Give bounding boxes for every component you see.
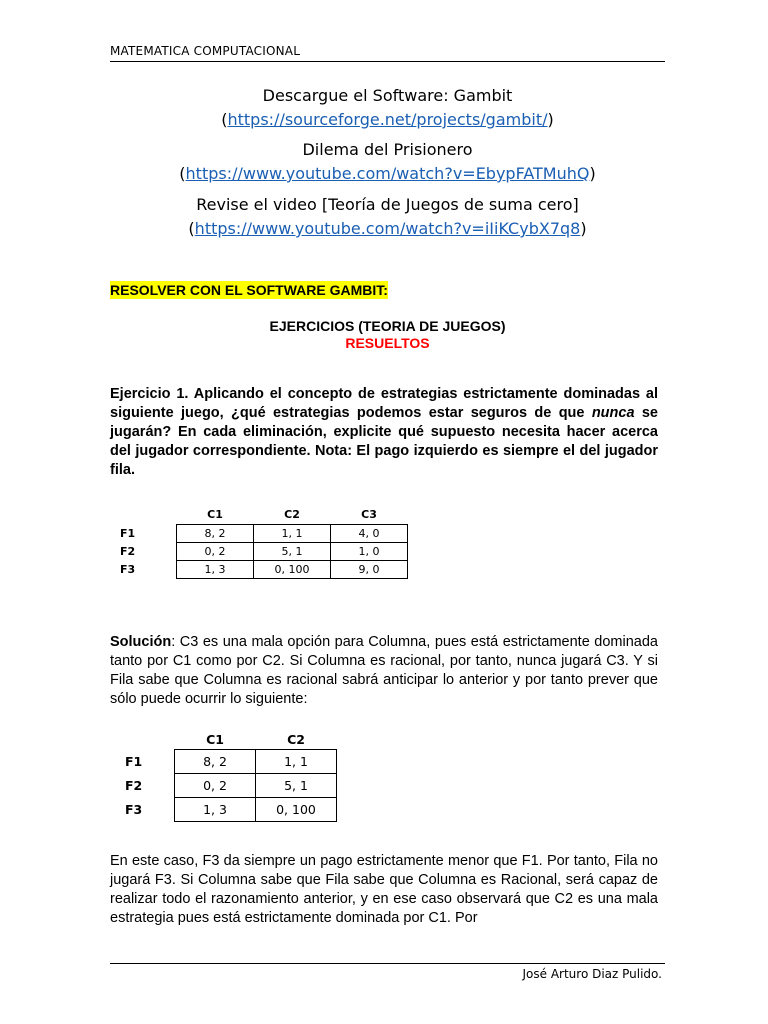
exercise-1-emphasis: nunca — [591, 405, 635, 421]
payoff-table-3x2 — [125, 729, 337, 822]
solution-text: : C3 es una mala opción para Columna, pues está estrictamente dominada tanto por C1 como por C2. Si Columna es racional, por tanto, nunca jugará C3. Y si Fila sabe que Columna es racional sabrá anticipar lo anterior y por tanto prever que sólo puede ocurrir lo siguiente: — [110, 634, 658, 707]
payoff-cell: 8, 2 — [177, 525, 254, 543]
video-text: Revise el video [Teoría de Juegos de suma cero] — [196, 195, 579, 214]
table-header-row — [120, 504, 408, 525]
payoff-cell: 5, 1 — [256, 774, 337, 798]
column-header: C2 — [284, 507, 300, 521]
gambit-link[interactable]: https://sourceforge.net/projects/gambit/ — [227, 110, 548, 129]
conclusion-paragraph: En este caso, F3 da siempre un pago estrictamente menor que F1. Por tanto, Fila no jugará F3. Si Columna sabe que Fila sabe que Columna es Racional, será capaz de realizar todo el razonamiento anterior, y en ese caso observará que C2 es una mala estrategia pues está estrictamente dominada por C1. Por — [110, 853, 658, 926]
row-label: F3 — [125, 802, 143, 817]
row-label: F2 — [125, 778, 143, 793]
download-text: Descargue el Software: Gambit — [262, 86, 513, 105]
payoff-cell: 0, 100 — [256, 798, 337, 822]
table-row — [120, 525, 408, 543]
section-title: EJERCICIOS (TEORIA DE JUEGOS) — [269, 318, 506, 334]
payoff-cell: 0, 100 — [254, 561, 331, 579]
prisoner-text: Dilema del Prisionero — [302, 140, 473, 159]
zero-sum-video-link[interactable]: https://www.youtube.com/watch?v=iIiKCybX7q8 — [194, 219, 581, 238]
payoff-cell: 5, 1 — [254, 543, 331, 561]
prisoner-video-link[interactable]: https://www.youtube.com/watch?v=EbypFATMuhQ — [185, 164, 590, 183]
exercise-1-text-b: se jugarán? En cada eliminación, explicite qué supuesto necesita hacer acerca del jugador correspondiente. Nota: El pago izquierdo es siempre el del jugador fila. — [110, 405, 658, 478]
payoff-cell: 9, 0 — [331, 561, 408, 579]
exercise-1-statement — [110, 385, 658, 480]
gambit-link-line: (https://sourceforge.net/projects/gambit/) — [221, 110, 554, 129]
table-header-row — [125, 729, 337, 750]
column-header: C2 — [287, 731, 305, 747]
page-header: MATEMATICA COMPUTACIONAL — [110, 44, 665, 62]
row-label: F3 — [120, 563, 136, 576]
payoff-cell: 1, 3 — [175, 798, 256, 822]
video-link-line: (https://www.youtube.com/watch?v=iIiKCybX7q8) — [188, 219, 587, 238]
payoff-cell: 0, 2 — [175, 774, 256, 798]
row-label: F2 — [120, 545, 136, 558]
table-row — [125, 774, 337, 798]
payoff-cell: 1, 1 — [254, 525, 331, 543]
intro-download — [110, 86, 665, 140]
footer-divider — [110, 963, 665, 964]
row-label: F1 — [120, 527, 136, 540]
row-label: F1 — [125, 754, 143, 769]
footer-author: José Arturo Diaz Pulido. — [522, 967, 662, 981]
payoff-cell: 8, 2 — [175, 750, 256, 774]
table-row — [120, 561, 408, 579]
column-header: C1 — [207, 507, 223, 521]
table-row — [125, 798, 337, 822]
payoff-cell: 1, 0 — [331, 543, 408, 561]
column-header: C3 — [361, 507, 377, 521]
intro-prisoner — [110, 140, 665, 194]
intro-video — [110, 195, 665, 249]
solution-paragraph — [110, 633, 658, 709]
exercise-1-text-a: Ejercicio 1. Aplicando el concepto de estrategias estrictamente dominadas al siguiente juego, ¿qué estrategias podemos estar seguros de que — [110, 386, 658, 421]
highlight-instruction: RESOLVER CON EL SOFTWARE GAMBIT: — [110, 282, 388, 298]
payoff-cell: 4, 0 — [331, 525, 408, 543]
column-header: C1 — [206, 731, 224, 747]
table-row — [125, 750, 337, 774]
prisoner-link-line: (https://www.youtube.com/watch?v=EbypFATMuhQ) — [179, 164, 596, 183]
payoff-cell: 1, 3 — [177, 561, 254, 579]
payoff-table-3x3 — [120, 504, 408, 579]
solution-label: Solución — [110, 634, 172, 650]
section-subtitle: RESUELTOS — [345, 335, 430, 351]
table-row — [120, 543, 408, 561]
payoff-cell: 1, 1 — [256, 750, 337, 774]
payoff-cell: 0, 2 — [177, 543, 254, 561]
